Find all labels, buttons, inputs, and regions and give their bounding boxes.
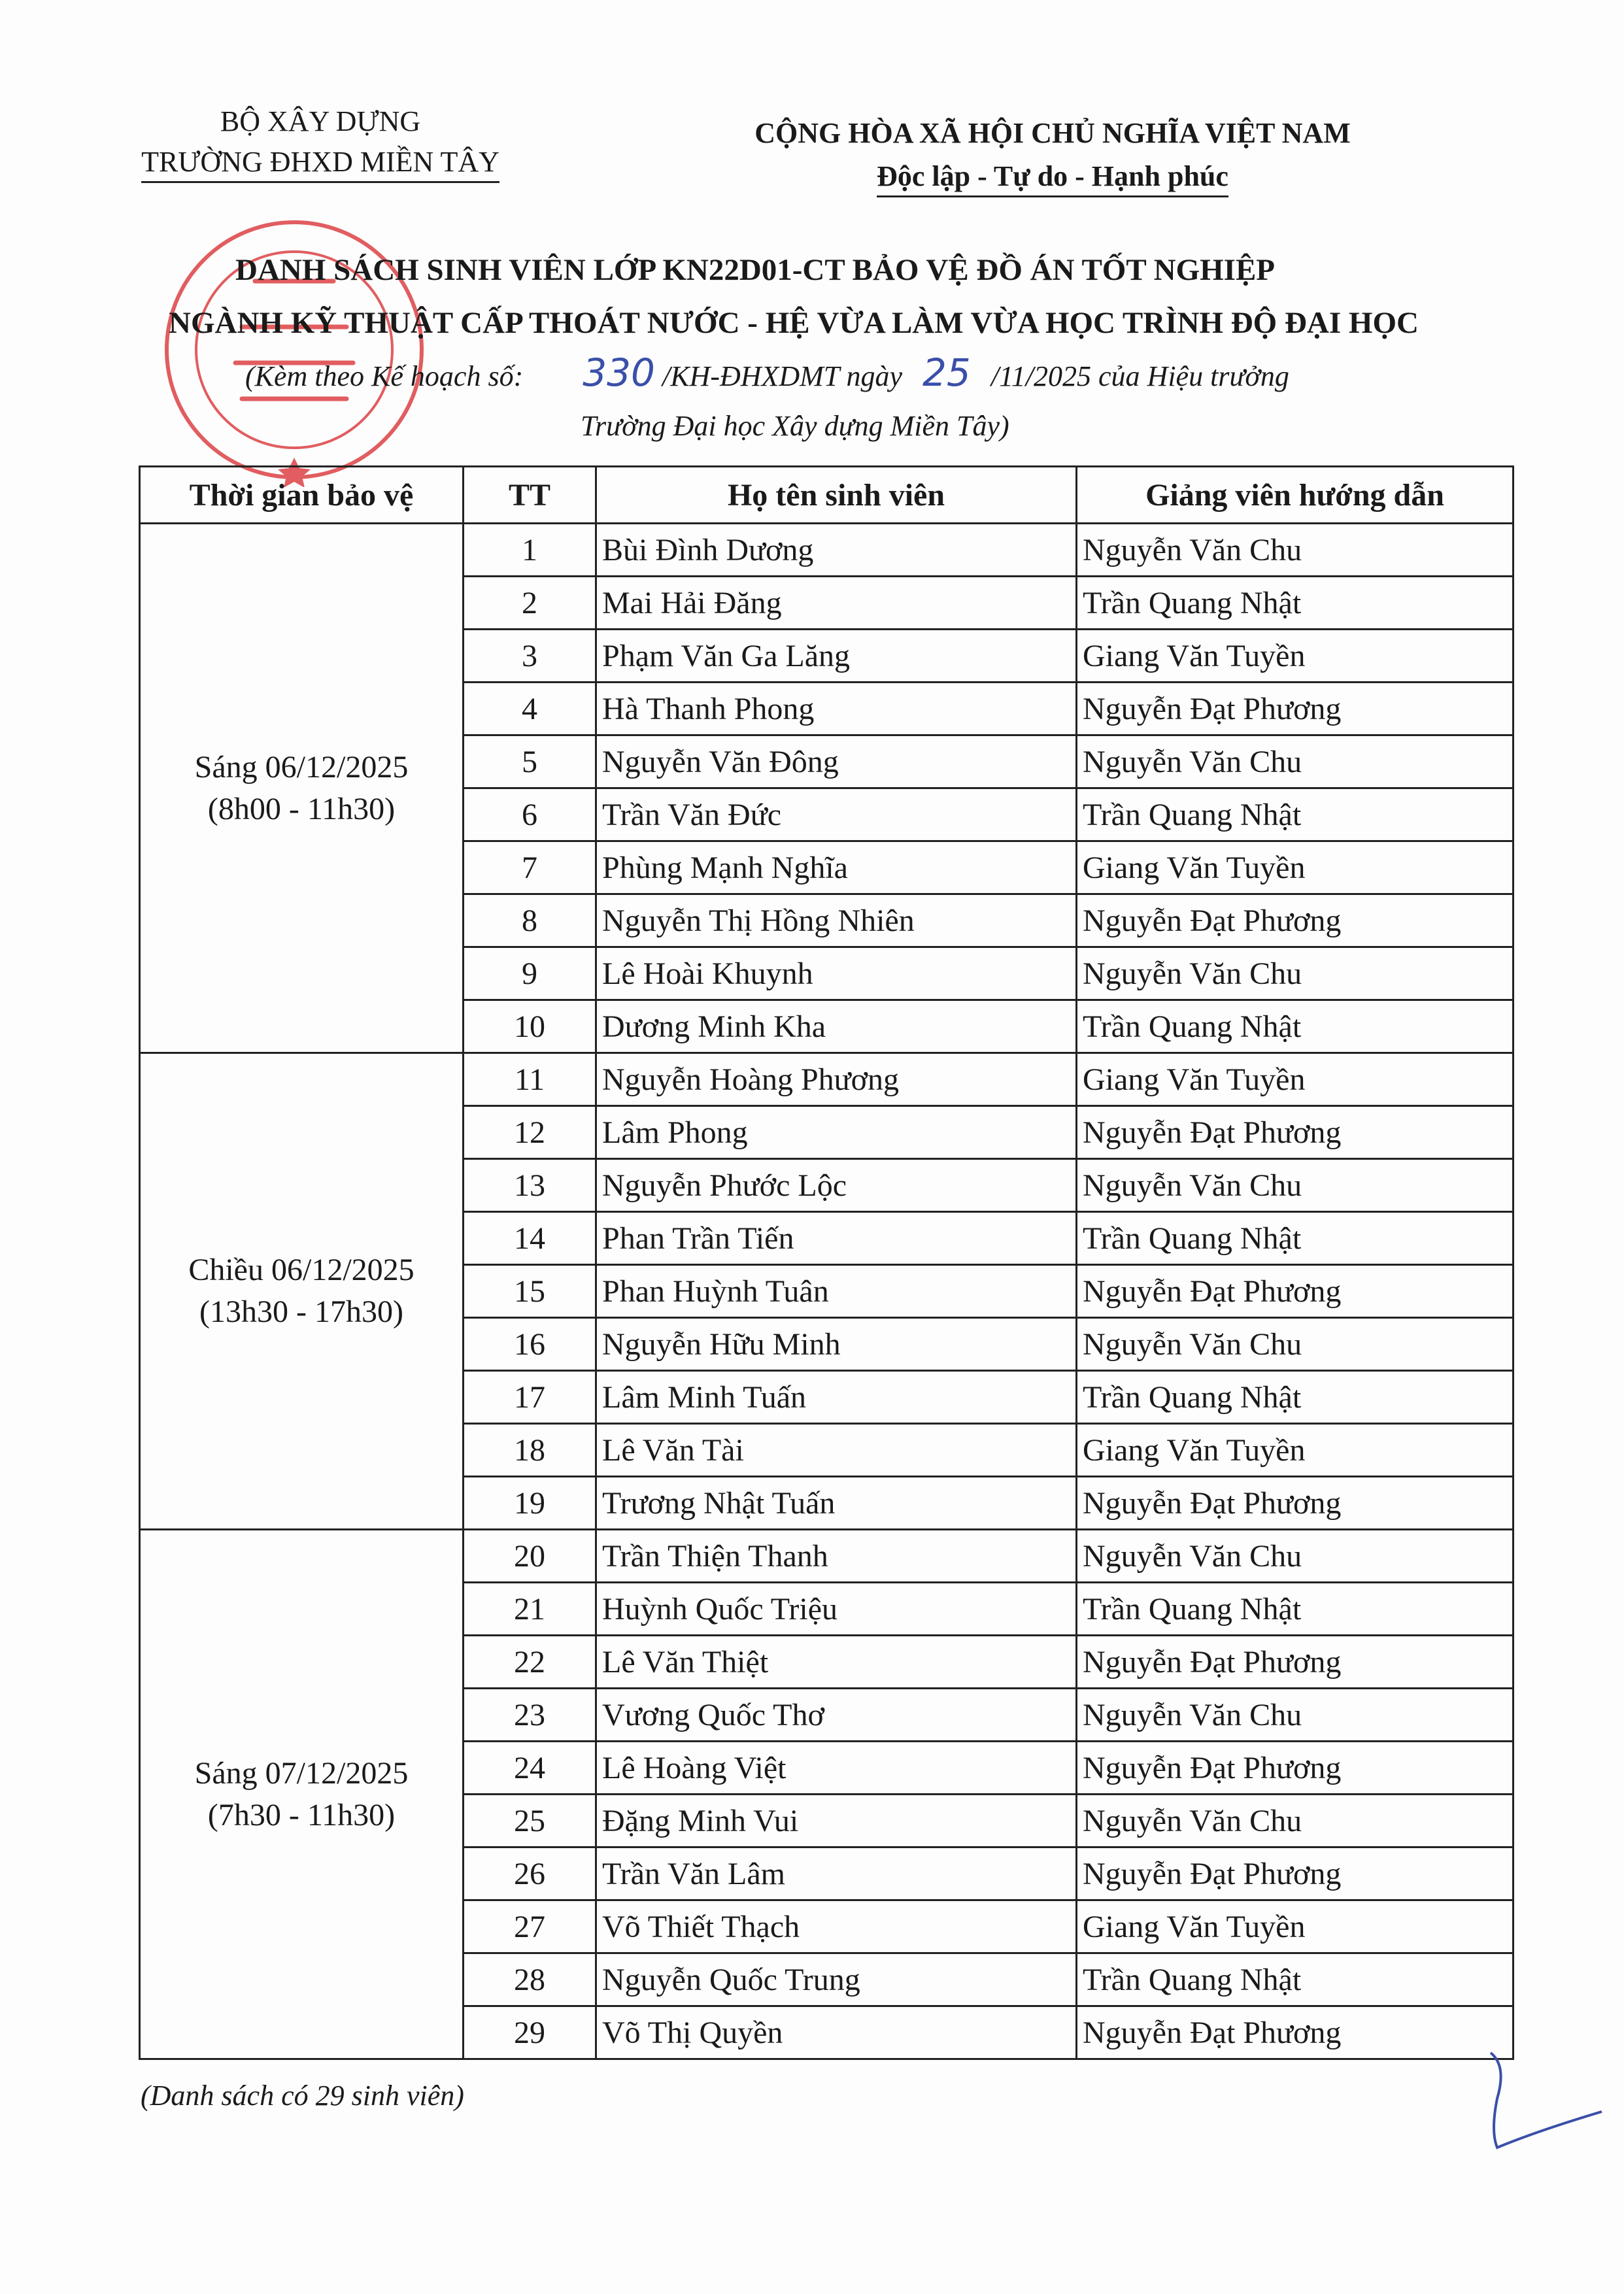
student-name: Dương Minh Kha (596, 1000, 1077, 1053)
student-name: Trương Nhật Tuấn (596, 1477, 1077, 1530)
row-number: 12 (464, 1106, 596, 1159)
row-number: 10 (464, 1000, 596, 1053)
row-number: 20 (464, 1530, 596, 1583)
row-number: 8 (464, 894, 596, 947)
advisor-name: Trần Quang Nhật (1077, 1371, 1514, 1424)
reference-line-1 (245, 350, 1289, 396)
plan-day: 25 (922, 350, 971, 395)
advisor-name: Giang Văn Tuyền (1077, 841, 1514, 894)
row-number: 5 (464, 735, 596, 788)
title-line-1: DANH SÁCH SINH VIÊN LỚP KN22D01-CT BẢO VỆ ĐỒ ÁN TỐT NGHIỆP (235, 253, 1276, 287)
session-date: Sáng 07/12/2025 (194, 1755, 409, 1791)
student-name: Nguyễn Thị Hồng Nhiên (596, 894, 1077, 947)
country-name (686, 116, 1419, 150)
row-number: 28 (464, 1953, 596, 2006)
title-line-2: NGÀNH KỸ THUẬT CẤP THOÁT NƯỚC - HỆ VỪA LÀM VỪA HỌC TRÌNH ĐỘ ĐẠI HỌC (169, 306, 1419, 340)
advisor-name: Nguyễn Văn Chu (1077, 524, 1514, 577)
motto (686, 160, 1419, 197)
student-name: Phan Trần Tiến (596, 1212, 1077, 1265)
row-number: 11 (464, 1053, 596, 1106)
advisor-name: Nguyễn Đạt Phương (1077, 1742, 1514, 1795)
session-date: Sáng 06/12/2025 (194, 749, 409, 784)
student-name: Nguyễn Quốc Trung (596, 1953, 1077, 2006)
advisor-name: Nguyễn Văn Chu (1077, 735, 1514, 788)
student-name: Hà Thanh Phong (596, 683, 1077, 735)
session-hours: (13h30 - 17h30) (199, 1294, 403, 1329)
student-name: Phùng Mạnh Nghĩa (596, 841, 1077, 894)
advisor-name: Nguyễn Đạt Phương (1077, 1477, 1514, 1530)
header-time: Thời gian bảo vệ (140, 467, 464, 524)
student-name: Nguyễn Phước Lộc (596, 1159, 1077, 1212)
session-time-cell (140, 524, 464, 1053)
row-number: 22 (464, 1636, 596, 1689)
student-name: Phan Huỳnh Tuân (596, 1265, 1077, 1318)
reference-suffix: /11/2025 của Hiệu trưởng (990, 360, 1289, 392)
student-name: Nguyễn Văn Đông (596, 735, 1077, 788)
advisor-name: Nguyễn Đạt Phương (1077, 1106, 1514, 1159)
footer-note: (Danh sách có 29 sinh viên) (141, 2080, 464, 2112)
advisor-name: Nguyễn Đạt Phương (1077, 2006, 1514, 2059)
student-name: Nguyễn Hoàng Phương (596, 1053, 1077, 1106)
session-time-cell (140, 1053, 464, 1530)
advisor-name: Nguyễn Đạt Phương (1077, 1636, 1514, 1689)
row-number: 25 (464, 1795, 596, 1847)
ministry-text: BỘ XÂY DỰNG (220, 105, 421, 137)
advisor-name: Nguyễn Văn Chu (1077, 1689, 1514, 1742)
student-name: Bùi Đình Dương (596, 524, 1077, 577)
row-number: 19 (464, 1477, 596, 1530)
country-text: CỘNG HÒA XÃ HỘI CHỦ NGHĨA VIỆT NAM (754, 117, 1351, 149)
table-row (140, 524, 1514, 577)
signature-mark (1478, 2040, 1608, 2157)
row-number: 18 (464, 1424, 596, 1477)
student-name: Lâm Minh Tuấn (596, 1371, 1077, 1424)
student-name: Lê Hoàng Việt (596, 1742, 1077, 1795)
table-row (140, 1530, 1514, 1583)
student-name: Lâm Phong (596, 1106, 1077, 1159)
row-number: 6 (464, 788, 596, 841)
advisor-name: Nguyễn Đạt Phương (1077, 894, 1514, 947)
advisor-name: Giang Văn Tuyền (1077, 1053, 1514, 1106)
row-number: 2 (464, 577, 596, 630)
row-number: 4 (464, 683, 596, 735)
advisor-name: Trần Quang Nhật (1077, 1212, 1514, 1265)
student-name: Vương Quốc Thơ (596, 1689, 1077, 1742)
student-name: Võ Thiết Thạch (596, 1900, 1077, 1953)
reference-prefix: (Kèm theo Kế hoạch số: (245, 360, 524, 392)
row-number: 24 (464, 1742, 596, 1795)
row-number: 7 (464, 841, 596, 894)
advisor-name: Nguyễn Văn Chu (1077, 1530, 1514, 1583)
student-name: Trần Thiện Thanh (596, 1530, 1077, 1583)
reference-middle: /KH-ĐHXDMT ngày (662, 360, 903, 392)
table-header-row (140, 467, 1514, 524)
session-hours: (7h30 - 11h30) (207, 1797, 396, 1832)
row-number: 9 (464, 947, 596, 1000)
school-name (131, 145, 510, 183)
ministry-name (131, 105, 510, 138)
student-name: Võ Thị Quyền (596, 2006, 1077, 2059)
advisor-name: Trần Quang Nhật (1077, 1000, 1514, 1053)
advisor-name: Nguyễn Văn Chu (1077, 947, 1514, 1000)
advisor-name: Trần Quang Nhật (1077, 788, 1514, 841)
student-name: Huỳnh Quốc Triệu (596, 1583, 1077, 1636)
student-name: Nguyễn Hữu Minh (596, 1318, 1077, 1371)
motto-text: Độc lập - Tự do - Hạnh phúc (877, 160, 1228, 197)
row-number: 17 (464, 1371, 596, 1424)
row-number: 23 (464, 1689, 596, 1742)
student-name: Lê Văn Thiệt (596, 1636, 1077, 1689)
student-name: Phạm Văn Ga Lăng (596, 630, 1077, 683)
row-number: 15 (464, 1265, 596, 1318)
student-name: Lê Văn Tài (596, 1424, 1077, 1477)
advisor-name: Nguyễn Đạt Phương (1077, 683, 1514, 735)
advisor-name: Trần Quang Nhật (1077, 1583, 1514, 1636)
table-row (140, 1053, 1514, 1106)
student-name: Lê Hoài Khuynh (596, 947, 1077, 1000)
advisor-name: Trần Quang Nhật (1077, 577, 1514, 630)
student-name: Trần Văn Lâm (596, 1847, 1077, 1900)
advisor-name: Nguyễn Văn Chu (1077, 1318, 1514, 1371)
session-date: Chiều 06/12/2025 (188, 1253, 414, 1287)
row-number: 29 (464, 2006, 596, 2059)
row-number: 14 (464, 1212, 596, 1265)
row-number: 3 (464, 630, 596, 683)
student-name: Đặng Minh Vui (596, 1795, 1077, 1847)
row-number: 21 (464, 1583, 596, 1636)
row-number: 1 (464, 524, 596, 577)
reference-line-2: Trường Đại học Xây dựng Miền Tây) (581, 410, 1009, 442)
session-time-cell (140, 1530, 464, 2059)
advisor-name: Trần Quang Nhật (1077, 1953, 1514, 2006)
student-name: Mai Hải Đăng (596, 577, 1077, 630)
row-number: 16 (464, 1318, 596, 1371)
advisor-name: Nguyễn Văn Chu (1077, 1159, 1514, 1212)
plan-number: 330 (583, 350, 655, 395)
advisor-name: Giang Văn Tuyền (1077, 1424, 1514, 1477)
student-table (139, 465, 1514, 2060)
row-number: 13 (464, 1159, 596, 1212)
session-hours: (8h00 - 11h30) (207, 791, 396, 826)
header-student-name: Họ tên sinh viên (596, 467, 1077, 524)
student-name: Trần Văn Đức (596, 788, 1077, 841)
advisor-name: Nguyễn Văn Chu (1077, 1795, 1514, 1847)
row-number: 26 (464, 1847, 596, 1900)
header-advisor: Giảng viên hướng dẫn (1077, 467, 1514, 524)
advisor-name: Nguyễn Đạt Phương (1077, 1265, 1514, 1318)
school-text: TRƯỜNG ĐHXD MIỀN TÂY (141, 145, 499, 183)
header-tt: TT (464, 467, 596, 524)
row-number: 27 (464, 1900, 596, 1953)
advisor-name: Giang Văn Tuyền (1077, 630, 1514, 683)
advisor-name: Nguyễn Đạt Phương (1077, 1847, 1514, 1900)
advisor-name: Giang Văn Tuyền (1077, 1900, 1514, 1953)
